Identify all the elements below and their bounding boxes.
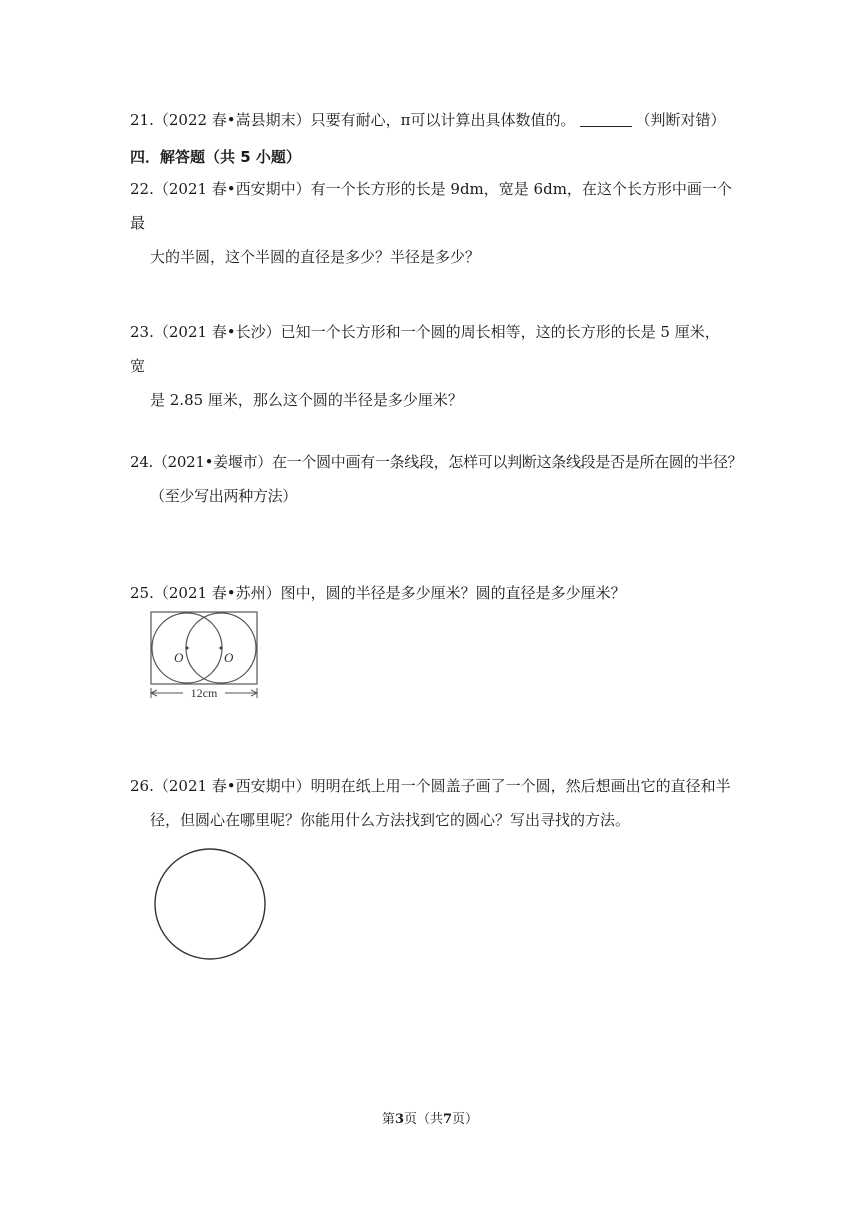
question-26-line-1: 26.（2021 春•西安期中）明明在纸上用一个圆盖子画了一个圆，然后想画出它的直径和半 [130,777,731,795]
two-circles-figure [145,610,265,702]
figure-rectangle [151,612,257,684]
question-23-line-1: 23.（2021 春•长沙）已知一个长方形和一个圆的周长相等，这的长方形的长是 5 厘米，宽 [130,323,720,375]
figure-width-label: 12cm [190,686,218,700]
figure-center-dot-right [220,647,223,650]
figure-center-dot-left [186,647,189,650]
question-23-line-2: 是 2.85 厘米，那么这个圆的半径是多少厘米？ [150,391,463,409]
figure-label-center-left: O [174,650,184,665]
footer-prefix: 第 [381,1112,395,1127]
question-22-line-2: 大的半圆，这个半圆的直径是多少？半径是多少？ [150,248,481,266]
answer-blank[interactable] [580,112,632,127]
question-25-line-1: 25.（2021 春•苏州）图中，圆的半径是多少厘米？圆的直径是多少厘米？ [130,584,626,602]
footer-total-pages: 7 [443,1112,453,1127]
drawn-circle [155,849,265,959]
lid-circle-figure [150,846,270,962]
question-24-line-1: 24.（2021•姜堰市）在一个圆中画有一条线段，怎样可以判断这条线段是否是所在圆的半径？ [130,453,743,471]
question-24 [130,445,750,513]
section-heading: 四．解答题（共 5 小题） [130,148,301,166]
question-22 [130,172,734,274]
figure-label-center-right: O [224,650,234,665]
question-25 [130,576,734,610]
question-22-line-1: 22.（2021 春•西安期中）有一个长方形的长是 9dm，宽是 6dm，在这个长方形中画一个最 [130,180,732,232]
question-26-line-2: 径，但圆心在哪里呢？你能用什么方法找到它的圆心？写出寻找的方法。 [150,811,631,829]
question-23 [130,315,734,417]
footer-mid: 页（共 [403,1112,443,1127]
footer-page-number: 3 [394,1112,404,1127]
question-21-text: 21.（2022 春•嵩县期末）只要有耐心，π可以计算出具体数值的。 [130,111,576,129]
question-26 [130,769,734,837]
question-24-line-2: （至少写出两种方法） [150,487,298,505]
question-21-tail: （判断对错） [635,111,726,129]
page-footer [0,1108,860,1127]
question-21 [130,103,734,137]
footer-suffix: 页） [452,1112,479,1127]
